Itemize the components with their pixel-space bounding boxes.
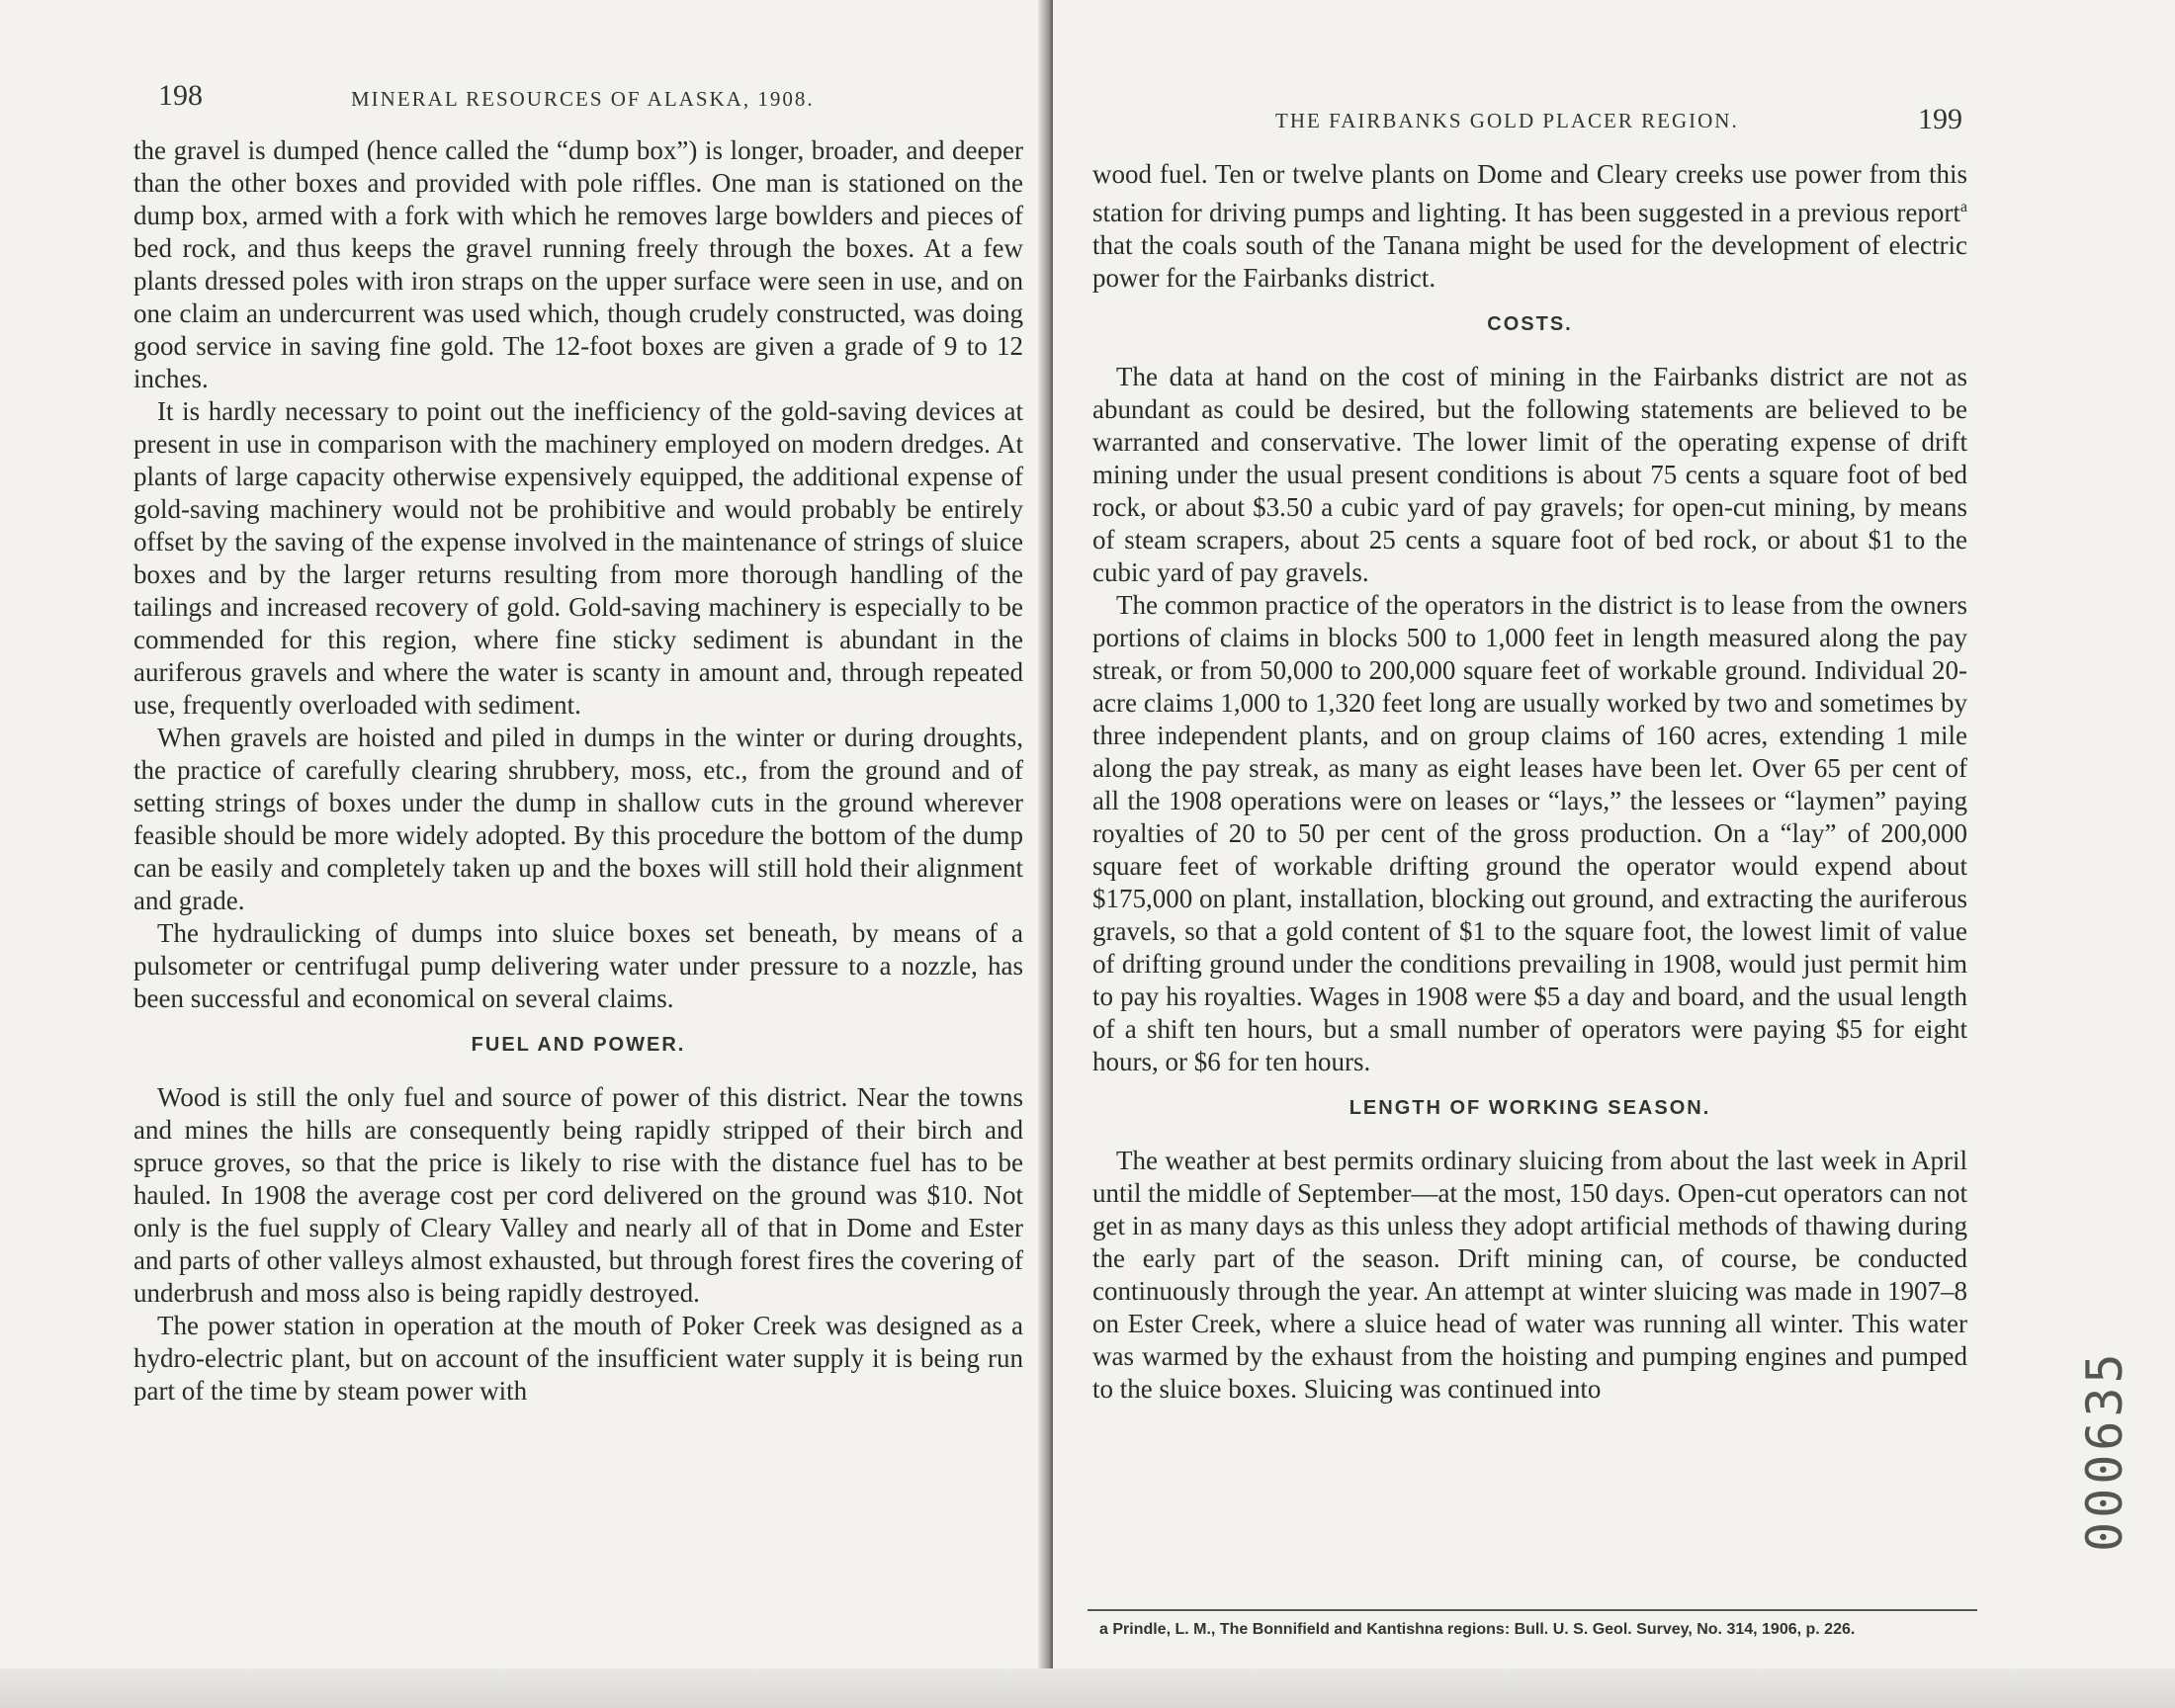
footnote-rule bbox=[1088, 1609, 1977, 1611]
left-column-text bbox=[133, 134, 1023, 1408]
paragraph bbox=[1092, 158, 1967, 295]
running-head-right: THE FAIRBANKS GOLD PLACER REGION. bbox=[1275, 109, 1739, 132]
paragraph: The common practice of the operators in the district is to lease from the owners portions of claims in blocks 500 to 1,000 feet in length measured along the pay streak, or from 50,000 to 200,000 square feet of workable ground. Individual 20-acre claims 1,000 to 1,320 feet long are usually worked by two and sometimes by three independent plants, and on group claims of 160 acres, extending 1 mile along the pay streak, as many as eight leases have been let. Over 65 per cent of all the 1908 operations were on leases or “lays,” the lessees or “laymen” paying royalties of 20 to 50 per cent of the gross production. On a “lay” of 200,000 square feet of workable drifting ground the operator would expend about $175,000 on plant, installation, blocking out ground, and extracting the auriferous gravels, so that a gold content of $1 to the square foot, the lowest limit of value of drifting ground under the conditions prevailing in 1908, would just permit him to pay his royalties. Wages in 1908 were $5 a day and board, and the usual length of a shift ten hours, but a small number of operators were paying $5 for eight hours, or $6 for ten hours. bbox=[1092, 590, 1967, 1076]
page-number-left: 198 bbox=[158, 79, 203, 112]
footnote-marker: a bbox=[1959, 199, 1967, 215]
paragraph-text: wood fuel. Ten or twelve plants on Dome and Cleary creeks use power from this station for driving pumps and lighting. It has been suggested in a previous report bbox=[1092, 159, 1967, 227]
paragraph: The hydraulicking of dumps into sluice boxes set beneath, by means of a pulsometer or centrifugal pump delivering water under pressure to a nozzle, has been successful and economical on several claims. bbox=[133, 918, 1023, 1013]
paragraph-text: that the coals south of the Tanana might be used for the development of electric power for the Fairbanks district. bbox=[1092, 230, 1967, 293]
left-page bbox=[0, 0, 1053, 1708]
paragraph: It is hardly necessary to point out the inefficiency of the gold-saving devices at present in use in comparison with the machinery employed on modern dredges. At plants of large capacity otherwise expensively equipped, the additional expense of gold-saving machinery would not be prohibitive and would probably be entirely offset by the saving of the expense involved in the maintenance of strings of sluice boxes and by the larger returns resulting from more thorough handling of the tailings and increased recovery of gold. Gold-saving machinery is especially to be commended for this region, where fine sticky sediment is abundant in the auriferous gravels and where the water is scanty in amount and, through repeated use, frequently overloaded with sediment. bbox=[133, 396, 1023, 720]
section-heading-costs: COSTS. bbox=[1487, 313, 1573, 335]
section-heading-fuel: FUEL AND POWER. bbox=[471, 1034, 686, 1056]
right-column-text bbox=[1092, 158, 1967, 1406]
paragraph: Wood is still the only fuel and source of power of this district. Near the towns and mines the hills are consequently being rapidly stripped of their birch and spruce groves, so that the price is likely to rise with the distance fuel has to be hauled. In 1908 the average cost per cord delivered on the ground was $10. Not only is the fuel supply of Cleary Valley and nearly all of that in Dome and Ester and parts of other valleys almost exhausted, but through forest fires the covering of underbrush and moss also is being rapidly destroyed. bbox=[133, 1082, 1023, 1308]
paragraph: The power station in operation at the mouth of Poker Creek was designed as a hydro-electric plant, but on account of the insufficient water supply it is being run part of the time by steam power with bbox=[133, 1311, 1023, 1406]
paragraph: When gravels are hoisted and piled in dumps in the winter or during droughts, the practice of carefully clearing shrubbery, moss, etc., from the ground and of setting strings of boxes under the dump in shallow cuts in the ground wherever feasible should be more widely adopted. By this procedure the bottom of the dump can be easily and completely taken up and the boxes will still hold their alignment and grade. bbox=[133, 723, 1023, 915]
paragraph: The weather at best permits ordinary sluicing from about the last week in April until the middle of September—at the most, 150 days. Open-cut operators can not get in as many days as this unless they adopt artificial methods of thawing during the early part of the season. Drift mining can, of course, be conducted continuously through the year. An attempt at winter sluicing was made in 1907–8 on Ester Creek, where a sluice head of water was running all winter. This water was warmed by the exhaust from the hoisting and pumping engines and pumped to the sluice boxes. Sluicing was continued into bbox=[1092, 1146, 1967, 1404]
section-heading-season: LENGTH OF WORKING SEASON. bbox=[1348, 1097, 1711, 1119]
page-number-right: 199 bbox=[1918, 103, 1962, 135]
page-bottom-edge bbox=[0, 1668, 2175, 1708]
footnote: a Prindle, L. M., The Bonnifield and Kantishna regions: Bull. U. S. Geol. Survey, No. 314, 1906, p. 226. bbox=[1099, 1621, 1856, 1638]
running-head-left: MINERAL RESOURCES OF ALASKA, 1908. bbox=[351, 87, 815, 111]
paragraph: the gravel is dumped (hence called the “dump box”) is longer, broader, and deeper than the other boxes and provided with pole riffles. One man is stationed on the dump box, armed with a fork with which he removes large bowlders and pieces of bed rock, and thus keeps the gravel running freely through the boxes. At a few plants dressed poles with iron straps on the upper surface were seen in use, and on one claim an undercurrent was used which, though crudely constructed, was doing good service in saving fine gold. The 12-foot boxes are given a grade of 9 to 12 inches. bbox=[133, 135, 1023, 393]
archive-stamp: 000635 bbox=[2076, 1349, 2133, 1552]
paragraph: The data at hand on the cost of mining in the Fairbanks district are not as abundant as could be desired, but the following statements are believed to be warranted and conservative. The lower limit of the operating expense of drift mining under the usual present conditions is about 75 cents a square foot of bed rock, or about $3.50 a cubic yard of pay gravels; for open-cut mining, by means of steam scrapers, about 25 cents a square foot of bed rock, or about $1 to the cubic yard of pay gravels. bbox=[1092, 362, 1967, 587]
